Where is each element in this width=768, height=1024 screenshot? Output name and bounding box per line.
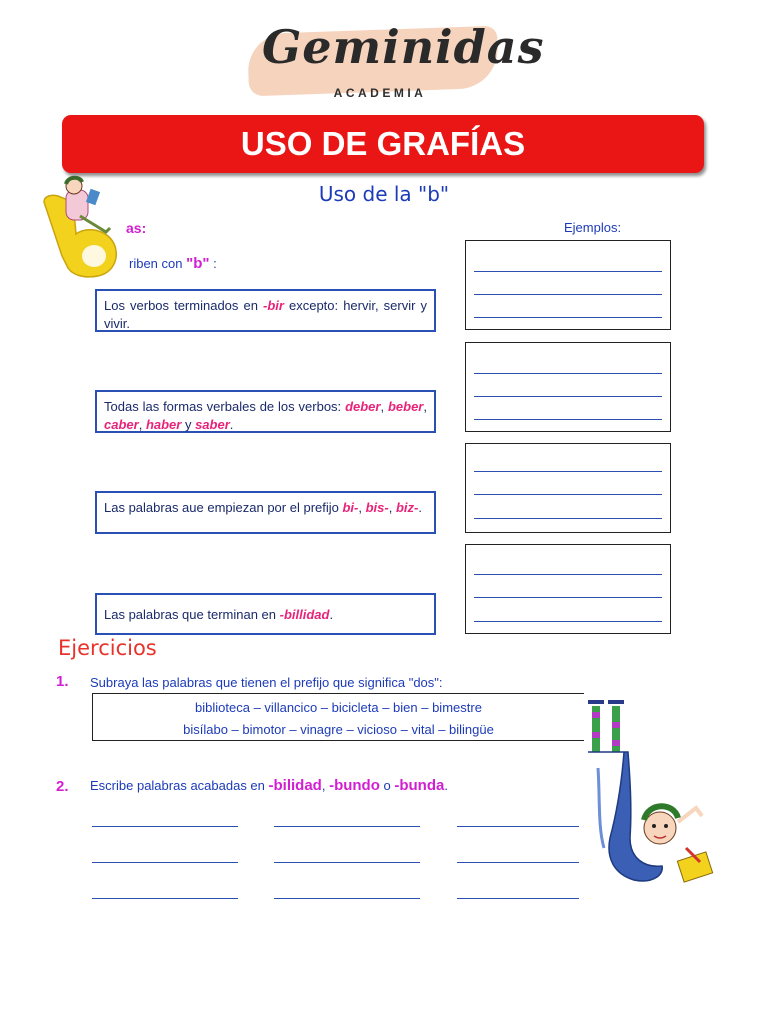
answer-line[interactable] [474,271,662,272]
rules-label: as: [126,220,147,236]
answer-line[interactable] [474,574,662,575]
example-box-1 [465,240,671,330]
highlighted-term: beber [387,399,424,414]
highlighted-term: saber [195,417,230,432]
rule-text: , [380,399,388,414]
answer-line[interactable] [92,898,238,899]
highlighted-term: caber [104,417,139,432]
rule-box-1 [95,289,436,332]
intro-letter: "b" [186,255,210,272]
rule-text: , [138,417,146,432]
ex2-end: . [444,778,448,793]
rule-text: . [229,417,234,432]
intro-suffix: : [209,256,217,271]
answer-line[interactable] [92,826,238,827]
suffix-bilidad: -bilidad [268,777,322,794]
highlighted-term: bis- [365,500,389,515]
answer-line[interactable] [274,898,420,899]
highlighted-term: deber [345,399,381,414]
rule-text: . [329,607,334,622]
ex2-prefix: Escribe palabras acabadas en [90,778,269,793]
example-box-4 [465,544,671,634]
exercise-1-number: 1. [56,673,69,690]
answer-line[interactable] [274,826,420,827]
answer-line[interactable] [457,862,579,863]
letter-b-illustration [36,176,136,276]
word-list-line-1[interactable]: biblioteca – villancico – bicicleta – bien – bimestre [195,700,482,715]
highlighted-term: bi- [342,500,359,515]
word-list-line-2[interactable]: bisílabo – bimotor – vinagre – vicioso – vital – bilingüe [183,722,494,737]
highlighted-term: biz- [395,500,419,515]
rule-text: Todas las formas verbales de los verbos: [104,399,346,414]
rule-text: . [418,500,422,515]
answer-line[interactable] [457,826,579,827]
rule-box-3 [95,491,436,534]
answer-line[interactable] [474,419,662,420]
answer-line[interactable] [474,471,662,472]
intro-prefix: riben con [129,256,187,271]
ex2-sep2: o [379,778,395,793]
rule-box-4 [95,593,436,635]
answer-line[interactable] [474,317,662,318]
highlighted-term: -bir [262,298,284,313]
rule-text: , [423,399,427,414]
answer-line[interactable] [457,898,579,899]
answer-line[interactable] [474,294,662,295]
rule-text: y [181,417,196,432]
answer-line[interactable] [474,396,662,397]
rule-text: Los verbos terminados en [104,298,263,313]
highlighted-term: haber [145,417,182,432]
logo-name: Geminidas [262,20,545,74]
exercise-2-number: 2. [56,778,69,795]
rule-text: , [388,500,396,515]
answer-line[interactable] [474,621,662,622]
suffix-bunda: -bunda [394,777,445,794]
answer-line[interactable] [474,518,662,519]
exercise-1-word-box [92,693,584,741]
answer-line[interactable] [474,494,662,495]
section-subtitle: Uso de la "b" [318,182,450,206]
answer-line[interactable] [274,862,420,863]
exercise-1-instructions: Subraya las palabras que tienen el prefijo que significa "dos": [90,675,443,690]
rules-intro [129,255,217,272]
example-box-3 [465,443,671,533]
suffix-bundo: -bundo [329,777,380,794]
exercises-title: Ejercicios [58,636,157,660]
page-title: USO DE GRAFÍAS [62,115,704,173]
example-box-2 [465,342,671,432]
rule-text: , [358,500,366,515]
rule-box-2 [95,390,436,433]
rule-text: Las palabras que terminan en [104,607,280,622]
exercise-2-instructions [90,777,448,794]
girl-blue-gown-illustration [584,698,724,898]
logo-subtitle: ACADEMIA [333,86,427,100]
answer-line[interactable] [474,597,662,598]
answer-line[interactable] [474,373,662,374]
rule-text: Las palabras aue empiezan por el prefijo [104,500,343,515]
answer-line[interactable] [92,862,238,863]
ex2-sep1: , [321,778,330,793]
rule-text: excepto: hervir, servir y vivir. [104,298,427,331]
highlighted-term: -billidad [279,607,330,622]
examples-label: Ejemplos: [564,220,622,235]
